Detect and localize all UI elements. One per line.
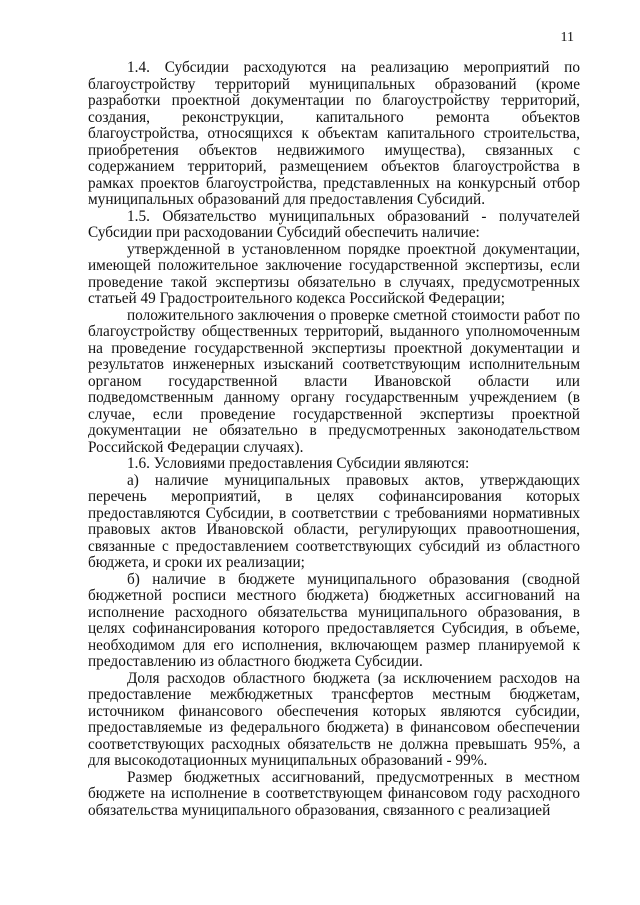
paragraph-approved-project-documentation: утвержденной в установленном порядке проектной документации, имеющей положительное заключение государственной экспертизы, если проведение такой экспертизы обязательно в случаях, предусмотренных статьей 49 Градостроительного кодекса Российской Федерации; xyxy=(88,240,580,307)
paragraph-regional-budget-share: Доля расходов областного бюджета (за исключением расходов на предоставление межбюджетных трансфертов местным бюджетам, источником финансового обеспечения которых являются субсидии, предоставляемые из федерального бюджета) в финансовом обеспечении соответствующих расходных обязательств не должна превышать 95%, а для высокодотационных муниципальных образований - 99%. xyxy=(88,669,580,769)
document-body xyxy=(88,60,580,819)
paragraph-1-5-obligation: 1.5. Обязательство муниципальных образований - получателей Субсидии при расходовании Субсидий обеспечить наличие: xyxy=(88,207,580,241)
paragraph-1-6-conditions: 1.6. Условиями предоставления Субсидии являются: xyxy=(127,455,470,472)
paragraph-budget-allocations-size: Размер бюджетных ассигнований, предусмотренных в местном бюджете на исполнение в соответствующем финансовом году расходного обязательства муниципального образования, связанного с реализацией xyxy=(88,768,580,819)
paragraph-condition-a: а) наличие муниципальных правовых актов, утверждающих перечень мероприятий, в целях софинансирования которых предоставляются Субсидии, в соответствии с требованиями нормативных правовых актов Ивановской области, регулирующих правоотношения, связанные с предоставлением соответствующих субсидий из областного бюджета, и сроки их реализации; xyxy=(88,471,580,571)
page-number: 11 xyxy=(560,30,574,45)
paragraph-condition-b: б) наличие в бюджете муниципального образования (сводной бюджетной росписи местного бюджета) бюджетных ассигнований на исполнение расходного обязательства муниципального образования, в целях софинансирования которого предоставляется Субсидия, в объеме, необходимом для его исполнения, включающем размер планируемой к предоставлению из областного бюджета Субсидии. xyxy=(88,570,580,670)
paragraph-1-4-subsidies-spending: 1.4. Субсидии расходуются на реализацию мероприятий по благоустройству территорий муниципальных образований (кроме разработки проектной документации по благоустройству территорий, создания, реконструкции, капитального ремонта объектов благоустройства, относящихся к объектам капитального строительства, приобретения объектов недвижимого имущества), связанных с содержанием территорий, размещением объектов благоустройства в рамках проектов благоустройства, представленных на конкурсный отбор муниципальных образований для предоставления Субсидий. xyxy=(88,59,580,208)
paragraph-cost-estimate-conclusion: положительного заключения о проверке сметной стоимости работ по благоустройству общественных территорий, выданного уполномоченным на проведение государственной экспертизы проектной документации и результатов инженерных изысканий соответствующим исполнительным органом государственной власти Ивановской области или подведомственным данному органу государственным учреждением (в случае, если проведение государственной экспертизы проектной документации не обязательно в предусмотренных законодательством Российской Федерации случаях). xyxy=(88,306,580,456)
